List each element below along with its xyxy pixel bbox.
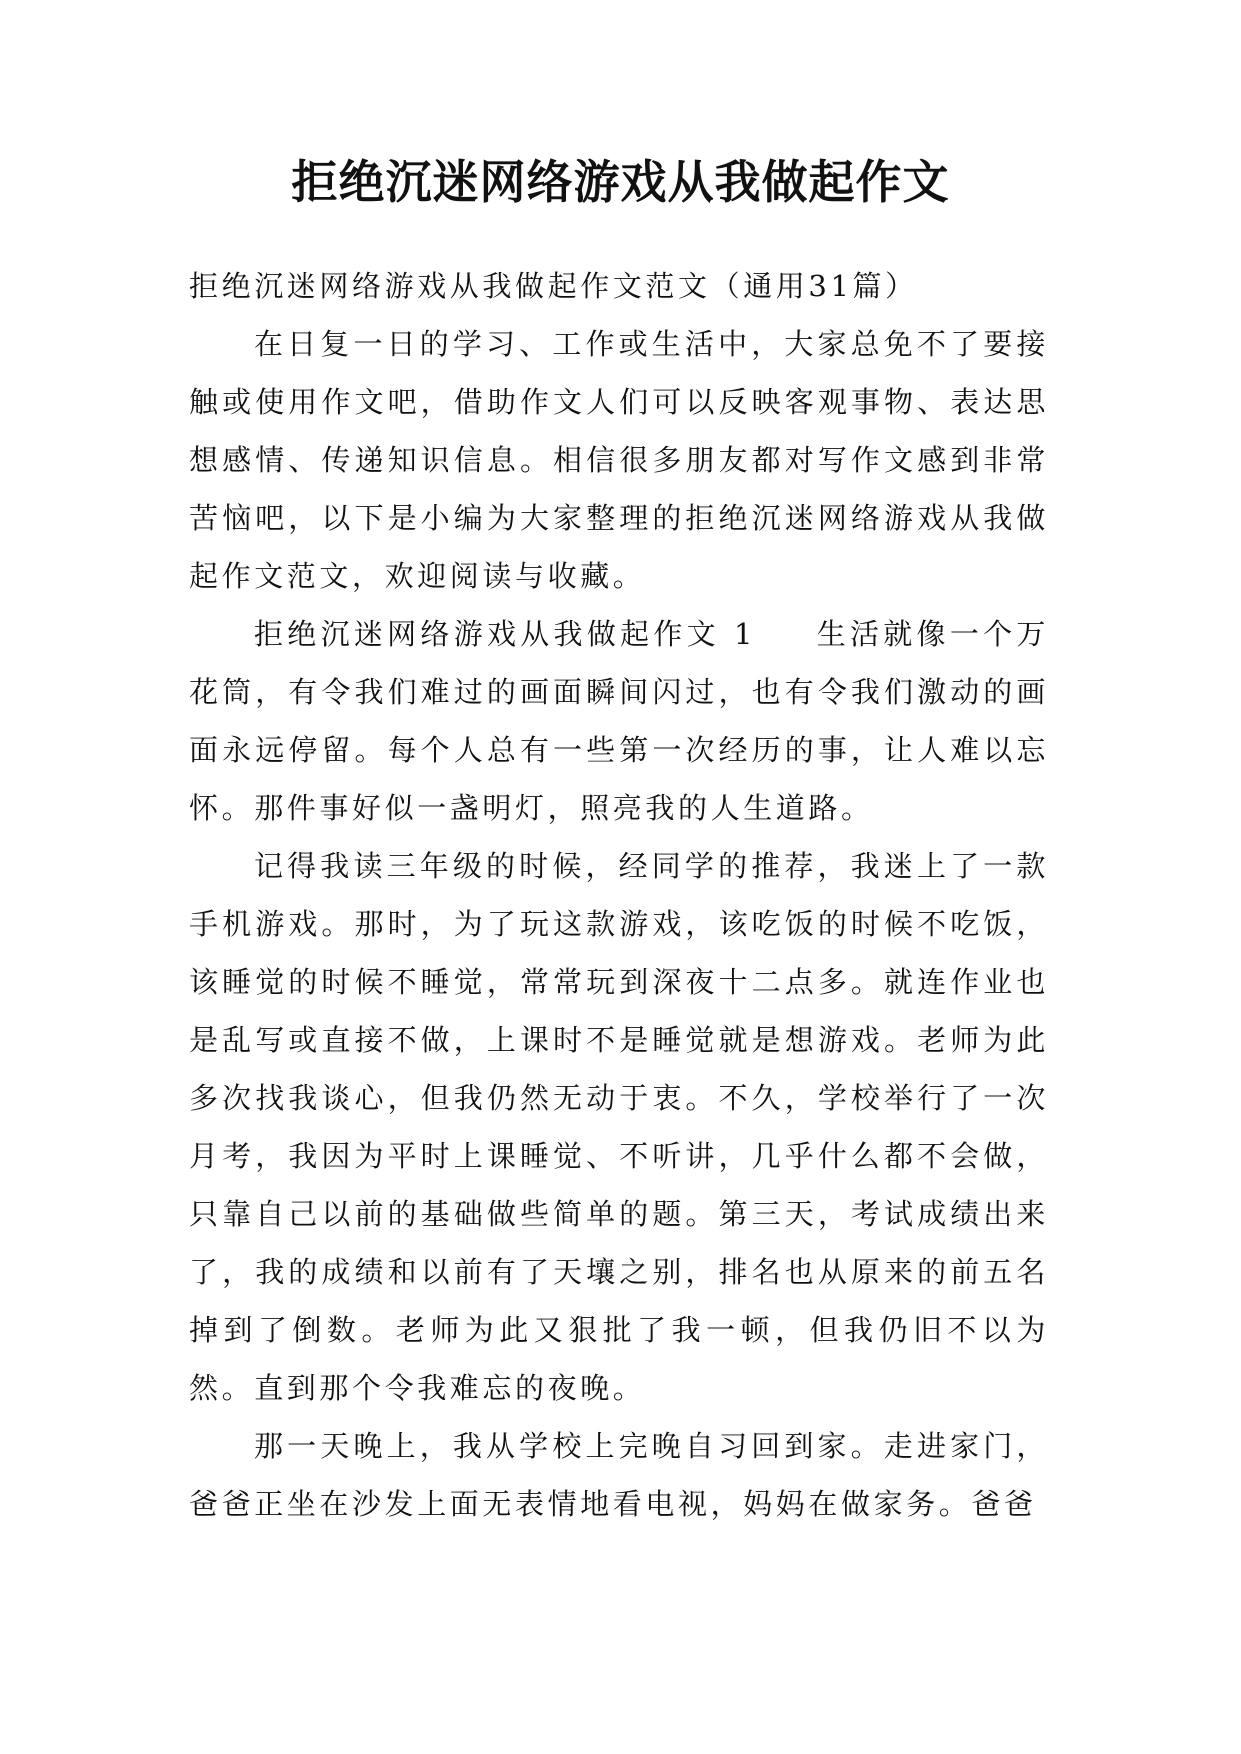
document-subtitle: 拒绝沉迷网络游戏从我做起作文范文（通用31篇） bbox=[189, 269, 918, 303]
essay-1-heading: 拒绝沉迷网络游戏从我做起作文 bbox=[254, 617, 720, 651]
intro-paragraph: 在日复一日的学习、工作或生活中，大家总免不了要接触或使用作文吧，借助作文人们可以反映客观事物、表达思想感情、传递知识信息。相信很多朋友都对写作文感到非常苦恼吧，以下是小编为大家整理的拒绝沉迷网络游戏从我做起作文范文，欢迎阅读与收藏。 bbox=[189, 327, 1049, 593]
essay-1-paragraph-2: 记得我读三年级的时候，经同学的推荐，我迷上了一款手机游戏。那时，为了玩这款游戏，该吃饭的时候不吃饭，该睡觉的时候不睡觉，常常玩到深夜十二点多。就连作业也是乱写或直接不做，上课时不是睡觉就是想游戏。老师为此多次找我谈心，但我仍然无动于衷。不久，学校举行了一次月考，我因为平时上课睡觉、不听讲，几乎什么都不会做，只靠自己以前的基础做些简单的题。第三天，考试成绩出来了，我的成绩和以前有了天壤之别，排名也从原来的前五名掉到了倒数。老师为此又狠批了我一顿，但我仍旧不以为然。直到那个令我难忘的夜晚。 bbox=[189, 849, 1049, 1405]
essay-1-paragraph-3: 那一天晚上，我从学校上完晚自习回到家。走进家门，爸爸正坐在沙发上面无表情地看电视，妈妈在做家务。爸爸 bbox=[189, 1429, 1049, 1521]
document-title: 拒绝沉迷网络游戏从我做起作文 bbox=[291, 155, 950, 209]
document-body bbox=[189, 257, 1049, 1533]
essay-1-first-paragraph bbox=[189, 605, 1049, 837]
essay-1-number: 1 bbox=[733, 617, 757, 651]
essay-1-paragraph-1: 生活就像一个万花筒，有令我们难过的画面瞬间闪过，也有令我们激动的画面永远停留。每个人总有一些第一次经历的事，让人难以忘怀。那件事好似一盏明灯，照亮我的人生道路。 bbox=[189, 617, 1049, 825]
